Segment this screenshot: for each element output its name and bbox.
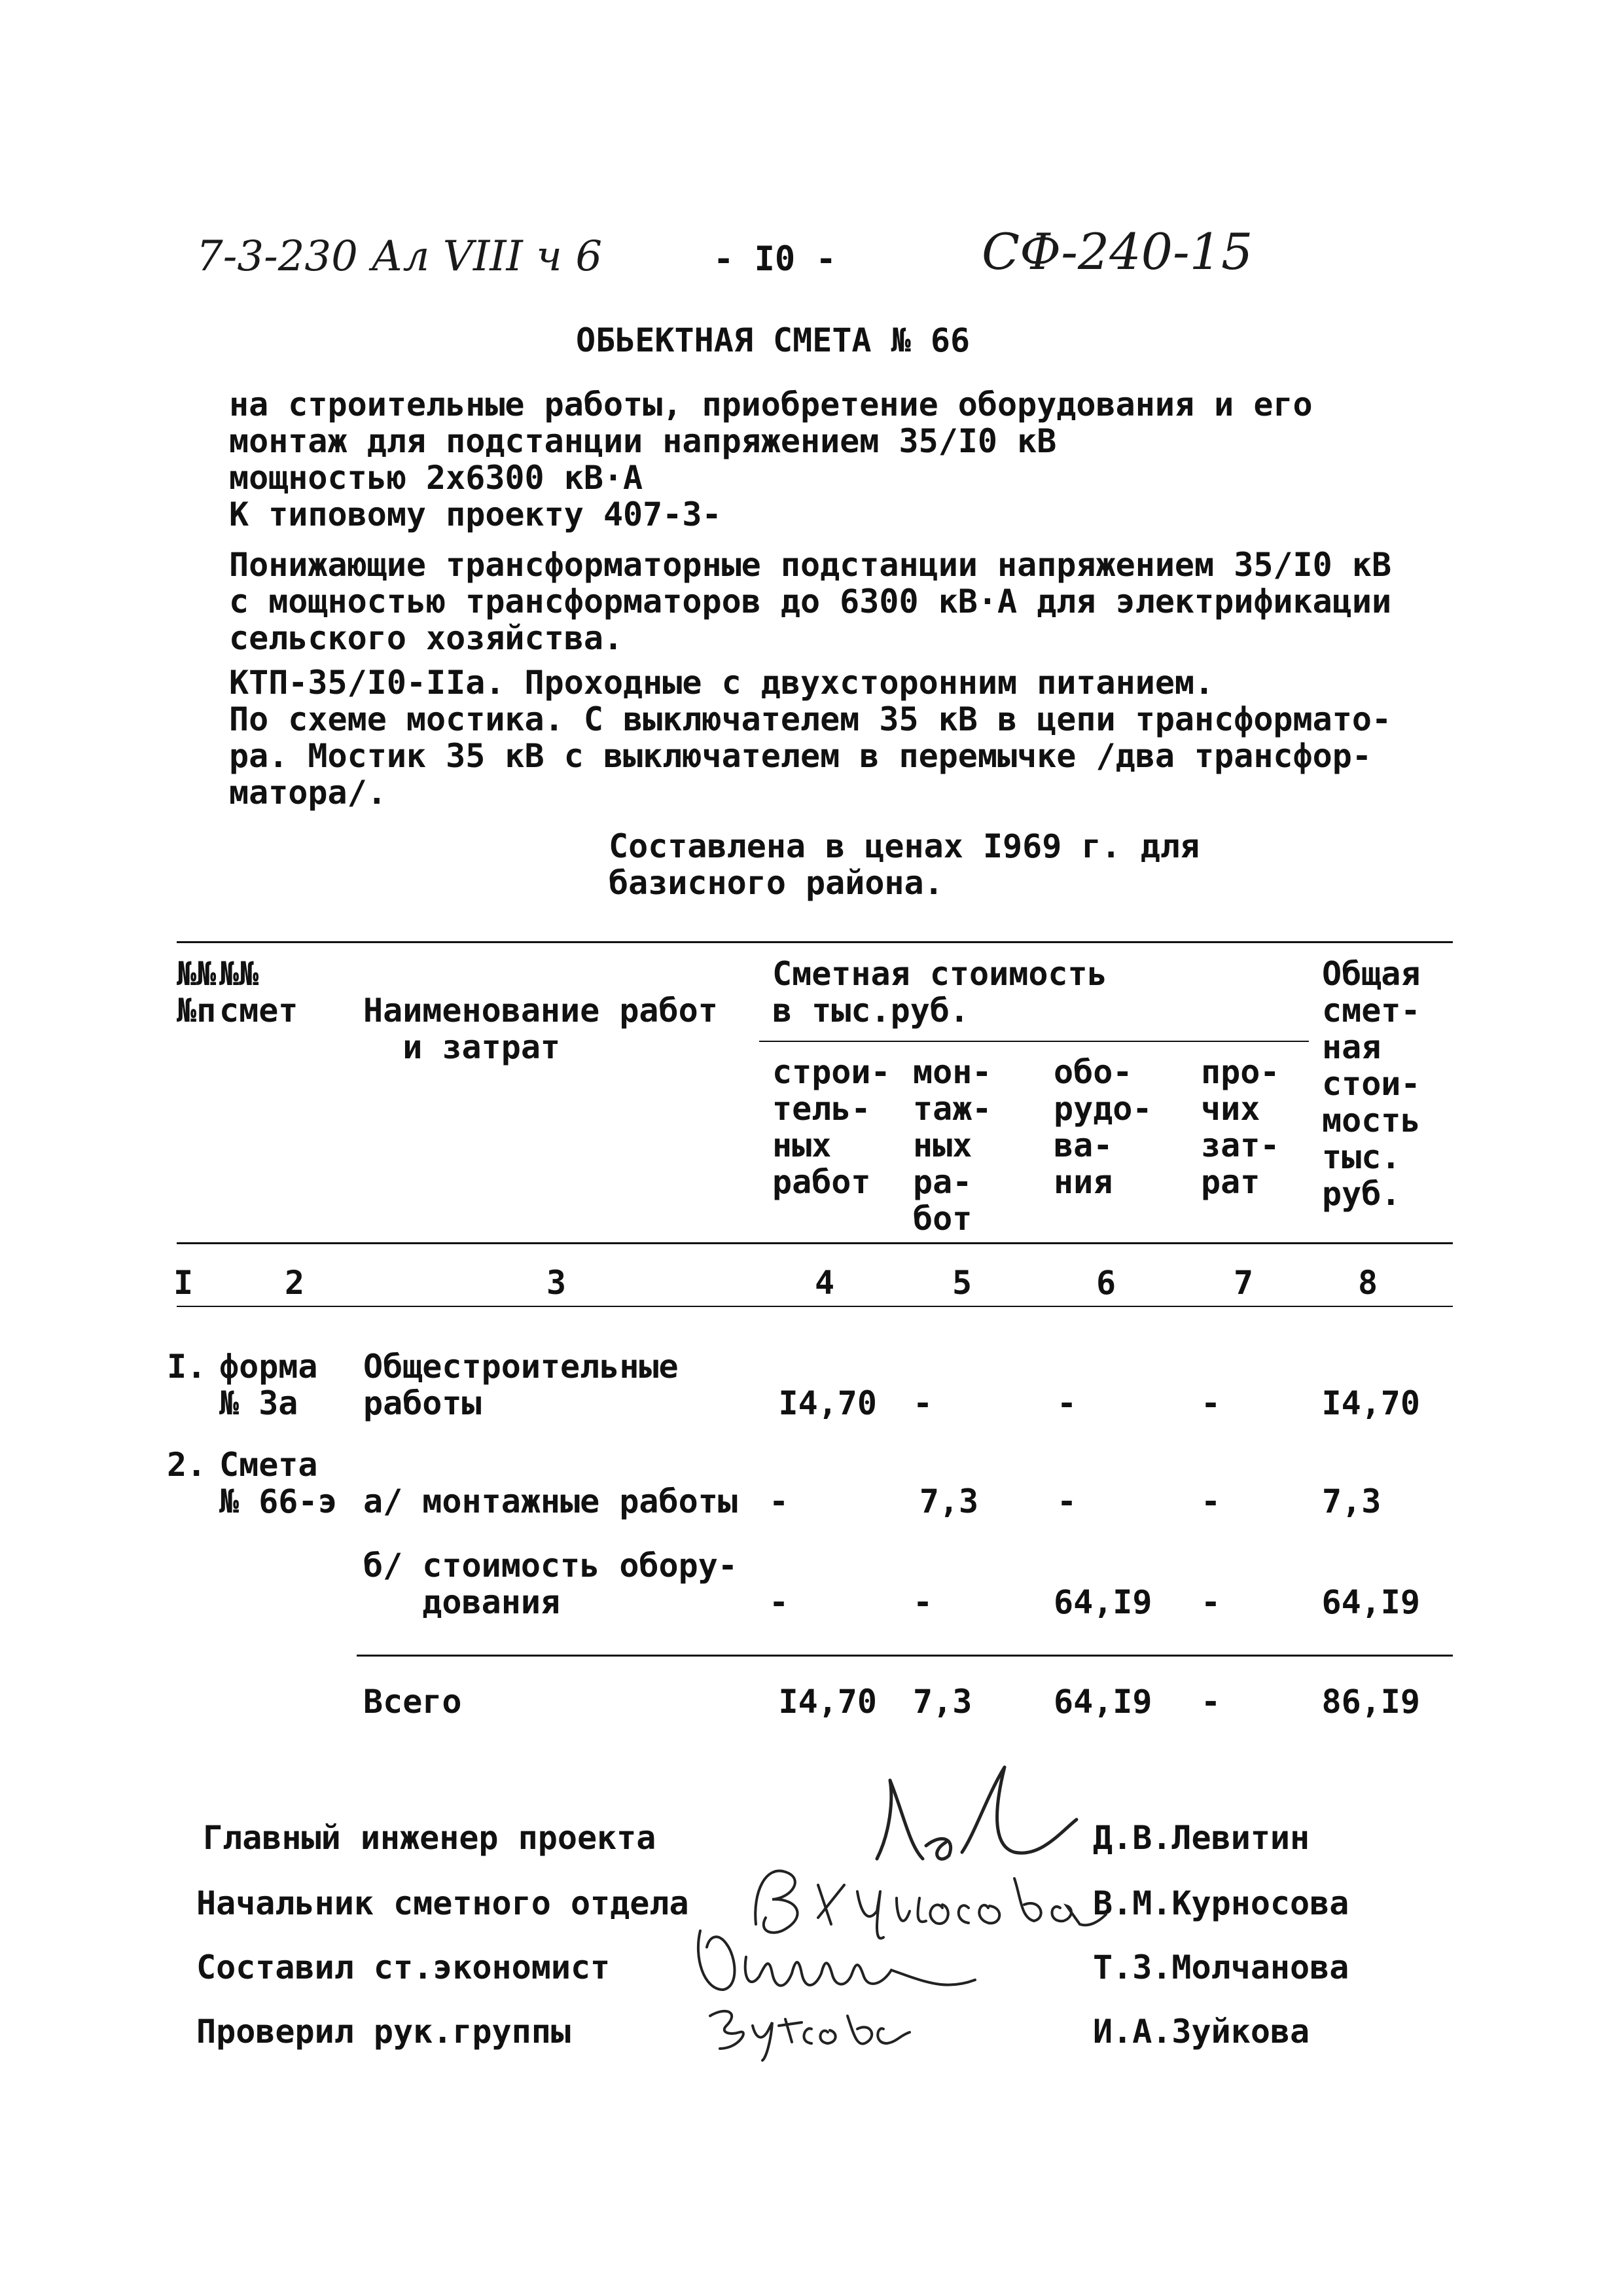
- row-construction-cost: -: [768, 1482, 789, 1520]
- prices-line: Составлена в ценах I969 г. для: [609, 827, 1200, 865]
- document-title: ОБЬЕКТНАЯ СМЕТА № 66: [576, 321, 971, 359]
- signature-name: Т.З.Молчанова: [1093, 1948, 1349, 1986]
- header-work-name: Наименование работ и затрат: [363, 992, 718, 1066]
- header-estimated-cost: Сметная стоимость в тыс.руб.: [772, 955, 1107, 1030]
- total-construction-cost: I4,70: [778, 1683, 877, 1721]
- header-equipment: обо- рудо- ва- ния: [1054, 1053, 1152, 1201]
- column-number: 4: [814, 1264, 835, 1302]
- row-installation-cost: -: [912, 1384, 933, 1422]
- signature-name: Д.В.Левитин: [1093, 1819, 1310, 1857]
- header-estimate-number: №№ смет: [219, 955, 298, 1030]
- row-construction-cost: I4,70: [778, 1384, 877, 1422]
- header-row-number: №№ №п: [177, 955, 217, 1030]
- signature-zuykova: [700, 1996, 916, 2064]
- row-number: 2.: [167, 1446, 207, 1484]
- row-other-cost: -: [1200, 1384, 1221, 1422]
- signature-name: В.М.Курносова: [1093, 1884, 1349, 1922]
- total-installation-cost: 7,3: [913, 1683, 972, 1721]
- description-line: Понижающие трансформаторные подстанции напряжением 35/I0 кВ: [229, 546, 1392, 584]
- total-equipment-cost: 64,I9: [1054, 1683, 1152, 1721]
- scheme-line: КТП-35/I0-IIа. Проходные с двухсторонним питанием.: [229, 664, 1215, 702]
- table-top-rule: [177, 941, 1453, 943]
- row-work-name: б/ стоимость обору- дования: [363, 1547, 738, 1621]
- header-installation-works: мон- таж- ных ра- бот: [913, 1053, 992, 1238]
- prices-block: [609, 828, 1200, 901]
- description-line: с мощностью трансформаторов до 6300 кВ·А для электрификации: [229, 583, 1392, 620]
- row-equipment-cost: -: [1056, 1384, 1077, 1422]
- description-line: сельского хозяйства.: [229, 619, 624, 657]
- row-equipment-cost: 64,I9: [1054, 1583, 1152, 1621]
- intro-line: на строительные работы, приобретение оборудования и его: [229, 386, 1313, 423]
- total-label: Всего: [363, 1683, 462, 1721]
- column-number: 5: [952, 1264, 972, 1302]
- row-total-cost: 64,I9: [1321, 1583, 1420, 1621]
- column-number: I: [173, 1264, 194, 1302]
- signature-role: Начальник сметного отдела: [196, 1884, 689, 1922]
- grand-total-cost: 86,I9: [1321, 1683, 1420, 1721]
- signature-role: Составил ст.экономист: [196, 1948, 611, 1986]
- row-work-name: а/ монтажные работы: [363, 1482, 738, 1520]
- row-equipment-cost: -: [1056, 1482, 1077, 1520]
- header-group-rule: [759, 1041, 1309, 1042]
- document-code-right: СФ-240-15: [982, 223, 1253, 281]
- signature-role: Главный инженер проекта: [203, 1819, 656, 1857]
- scheme-line: матора/.: [229, 774, 387, 812]
- intro-block: [229, 386, 1313, 533]
- row-installation-cost: 7,3: [919, 1482, 979, 1520]
- header-total-cost: Общая смет- ная стои- мость тыс. руб.: [1322, 955, 1421, 1213]
- column-number: 8: [1357, 1264, 1378, 1302]
- header-bottom-rule: [177, 1242, 1453, 1244]
- page-number: - I0 -: [713, 240, 836, 279]
- description-block: [229, 547, 1391, 656]
- row-other-cost: -: [1200, 1482, 1221, 1520]
- column-number: 3: [546, 1264, 567, 1302]
- header-construction-works: строи- тель- ных работ: [772, 1053, 891, 1201]
- row-construction-cost: -: [768, 1583, 789, 1621]
- row-number: I.: [167, 1348, 207, 1386]
- header-other-costs: про- чих зат- рат: [1201, 1053, 1280, 1201]
- row-total-cost: I4,70: [1321, 1384, 1420, 1422]
- row-total-cost: 7,3: [1322, 1482, 1382, 1520]
- row-document: форма № 3а: [219, 1348, 318, 1422]
- intro-line: монтаж для подстанции напряжением 35/I0 кВ: [229, 422, 1057, 460]
- row-other-cost: -: [1200, 1583, 1221, 1621]
- scheme-line: ра. Мостик 35 кВ с выключателем в перемычке /два трансфор-: [229, 737, 1372, 775]
- column-number: 7: [1233, 1264, 1254, 1302]
- total-other-cost: -: [1200, 1683, 1221, 1721]
- scheme-block: [229, 664, 1391, 811]
- scheme-line: По схеме мостика. С выключателем 35 кВ в цепи трансформато-: [229, 700, 1392, 738]
- column-numbers-rule: [177, 1306, 1453, 1307]
- document-code-left: 7-3-230 Ал VIII ч 6: [196, 232, 603, 281]
- intro-line: К типовому проекту 407-3-: [229, 495, 722, 533]
- row-installation-cost: -: [912, 1583, 933, 1621]
- signature-name: И.А.Зуйкова: [1093, 2013, 1310, 2051]
- intro-line: мощностью 2х6300 кВ·А: [229, 459, 643, 497]
- prices-line: базисного района.: [609, 864, 944, 902]
- column-number: 6: [1096, 1264, 1116, 1302]
- row-document: Смета № 66-э: [219, 1446, 338, 1520]
- total-rule: [357, 1655, 1453, 1657]
- column-number: 2: [284, 1264, 305, 1302]
- signature-molchanova: [687, 1918, 988, 2005]
- signature-role: Проверил рук.группы: [196, 2013, 571, 2051]
- row-work-name: Общестроительные работы: [363, 1348, 679, 1422]
